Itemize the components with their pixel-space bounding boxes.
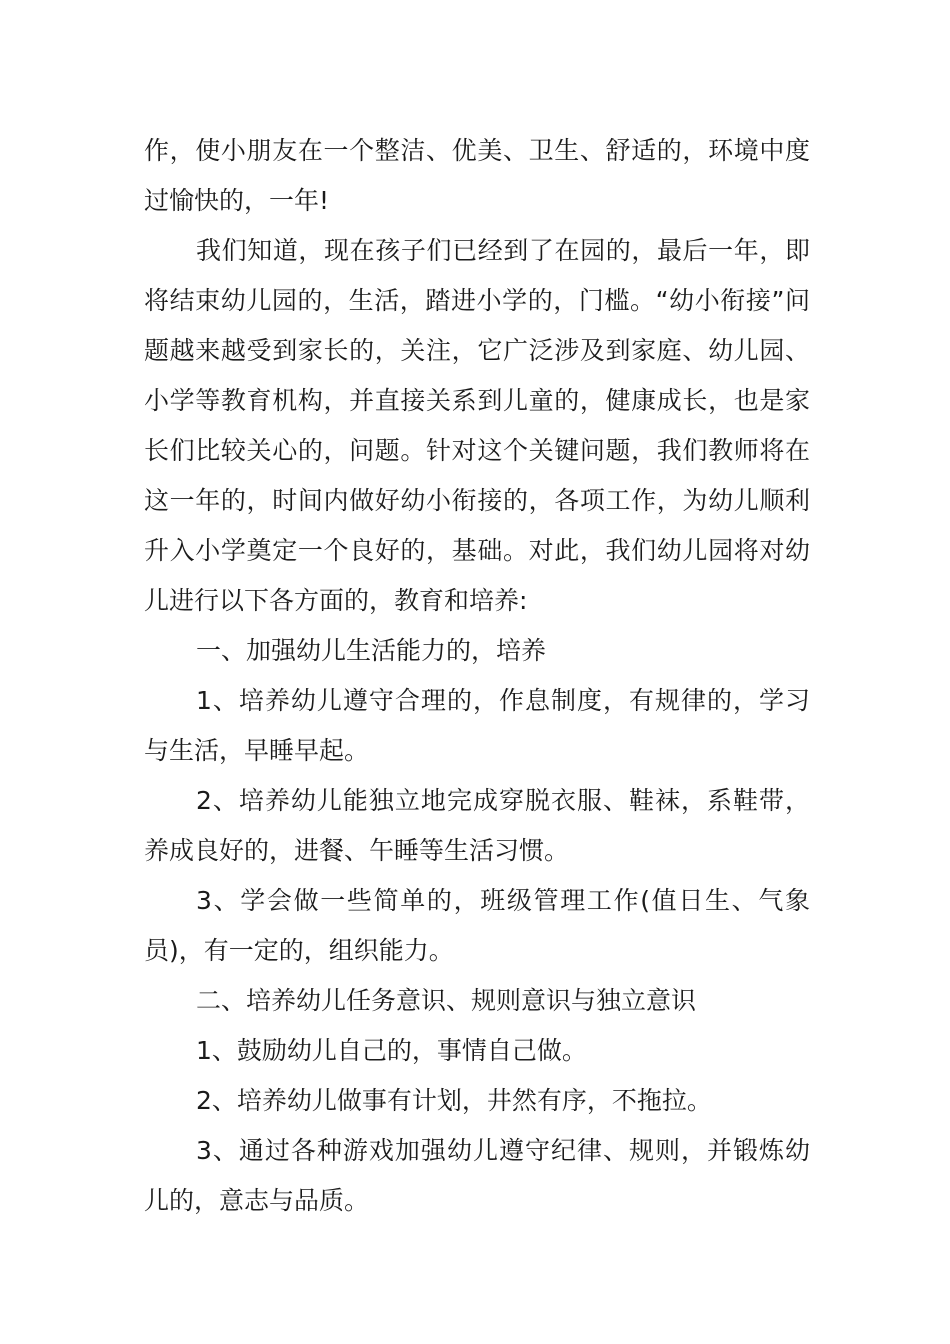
- list-item-discipline: 3、通过各种游戏加强幼儿遵守纪律、规则，并锻炼幼儿的，意志与品质。: [144, 1136, 810, 1215]
- paragraph-intro: 我们知道，现在孩子们已经到了在园的，最后一年，即将结束幼儿园的，生活，踏进小学的，门槛。“幼小衔接”问题越来越受到家长的，关注，它广泛涉及到家庭、幼儿园、小学等教育机构，并直接关系到儿童的，健康成长，也是家长们比较关心的，问题。针对这个关键问题，我们教师将在这一年的，时间内做好幼小衔接的，各项工作，为幼儿顺利升入小学奠定一个良好的，基础。对此，我们幼儿园将对幼儿进行以下各方面的，教育和培养:: [144, 236, 810, 615]
- document-body: [144, 126, 810, 1226]
- list-item-self-reliance: 1、鼓励幼儿自己的，事情自己做。: [196, 1036, 587, 1065]
- list-item-planning: 2、培养幼儿做事有计划，井然有序，不拖拉。: [196, 1086, 712, 1115]
- list-item-schedule: 1、培养幼儿遵守合理的，作息制度，有规律的，学习与生活，早睡早起。: [144, 686, 810, 765]
- section-heading-awareness: 二、培养幼儿任务意识、规则意识与独立意识: [196, 986, 697, 1015]
- section-heading-life-skills: 一、加强幼儿生活能力的，培养: [196, 636, 547, 665]
- list-item-class-duties: 3、学会做一些简单的，班级管理工作(值日生、气象员)，有一定的，组织能力。: [144, 886, 810, 965]
- paragraph-continuation: 作，使小朋友在一个整洁、优美、卫生、舒适的，环境中度过愉快的，一年!: [144, 136, 810, 215]
- list-item-self-dressing: 2、培养幼儿能独立地完成穿脱衣服、鞋袜，系鞋带，养成良好的，进餐、午睡等生活习惯。: [144, 786, 810, 865]
